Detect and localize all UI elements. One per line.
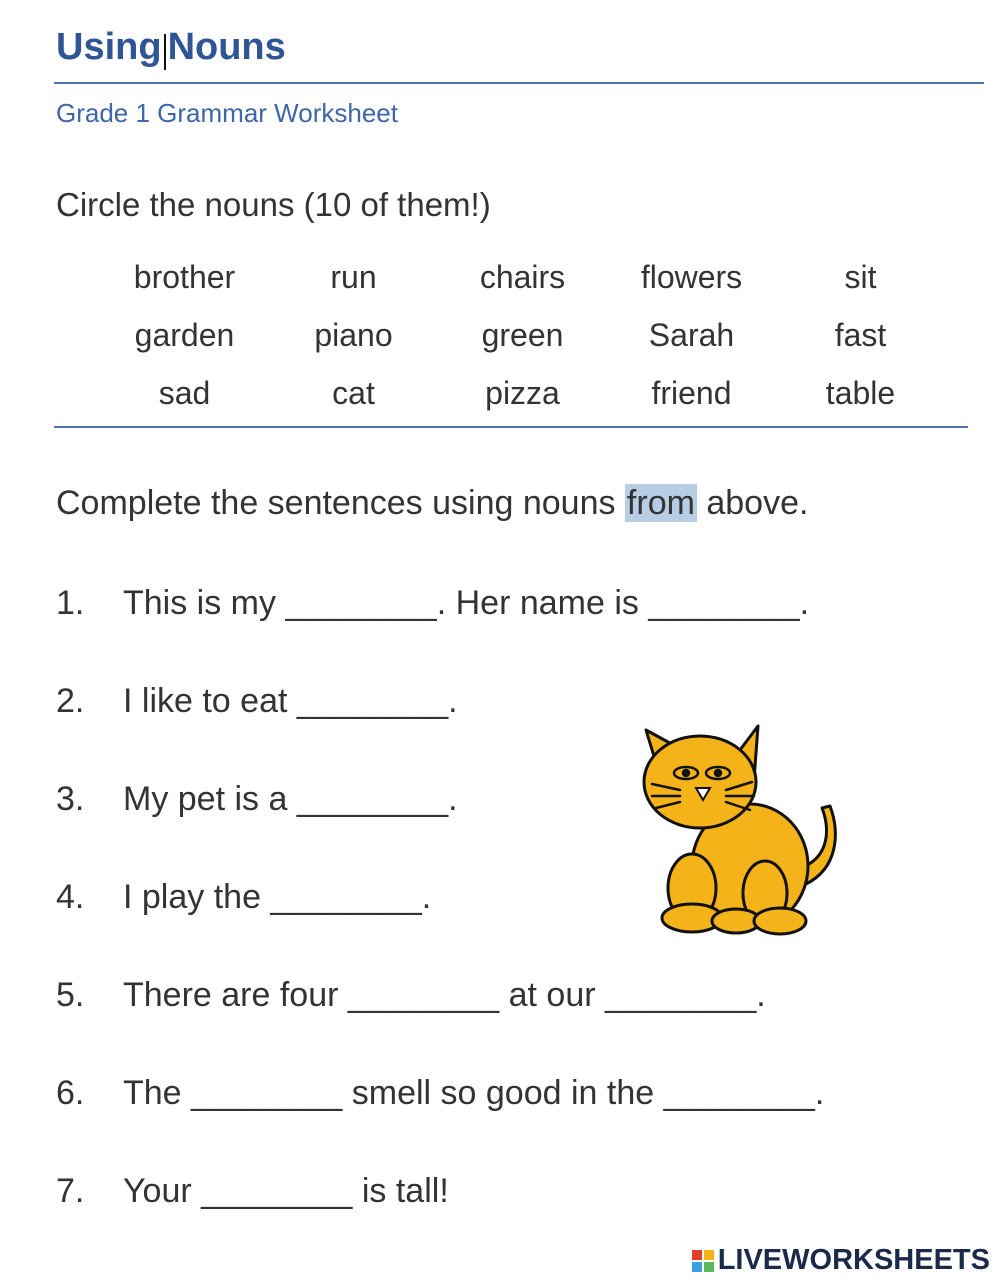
logo-mark-icon (692, 1250, 714, 1272)
cat-icon (630, 718, 850, 948)
sentence-5 (56, 976, 766, 1015)
word-run[interactable]: run (330, 259, 377, 295)
sentence-number: 2. (56, 682, 85, 720)
word-fast[interactable]: fast (834, 317, 887, 353)
sentence-4 (56, 878, 431, 917)
sentence-6 (56, 1074, 824, 1113)
title-nouns: Nouns (167, 26, 286, 68)
word-garden[interactable]: garden (134, 317, 235, 353)
word-chairs[interactable]: chairs (479, 259, 566, 295)
sentence-text[interactable]: My pet is a ________. (123, 780, 458, 818)
sentence-3 (56, 780, 458, 819)
sentence-1 (56, 584, 809, 623)
sentence-text[interactable]: Your ________ is tall! (123, 1172, 449, 1210)
word-sit[interactable]: sit (844, 259, 877, 295)
sentence-text[interactable]: This is my ________. Her name is ________. (123, 584, 810, 622)
word-sarah[interactable]: Sarah (648, 317, 735, 353)
sentence-2 (56, 682, 458, 721)
circle-instruction: Circle the nouns (10 of them!) (56, 186, 491, 223)
sentence-number: 5. (56, 976, 85, 1014)
word-pizza[interactable]: pizza (485, 375, 560, 411)
sentence-number: 1. (56, 584, 85, 622)
sentence-number: 6. (56, 1074, 85, 1112)
title-divider (54, 82, 984, 84)
sentence-number: 3. (56, 780, 85, 818)
sentence-text[interactable]: The ________ smell so good in the ________. (123, 1074, 825, 1112)
instruction-text-before: Complete the sentences using nouns (56, 484, 625, 522)
word-table[interactable]: table (825, 375, 896, 411)
sentence-7 (56, 1172, 449, 1211)
word-flowers[interactable]: flowers (640, 259, 743, 295)
sentence-text[interactable]: I play the ________. (123, 878, 432, 916)
complete-instruction (56, 484, 808, 523)
sentence-number: 4. (56, 878, 85, 916)
word-friend[interactable]: friend (651, 375, 732, 411)
word-sad[interactable]: sad (158, 375, 211, 411)
sentence-text[interactable]: There are four ________ at our ________. (123, 976, 766, 1014)
section-divider (54, 426, 968, 428)
liveworksheets-logo (692, 1244, 990, 1277)
noun-word-grid (100, 252, 945, 418)
sentence-number: 7. (56, 1172, 85, 1210)
worksheet-subtitle: Grade 1 Grammar Worksheet (56, 98, 398, 128)
word-brother[interactable]: brother (133, 259, 236, 295)
word-piano[interactable]: piano (314, 317, 393, 353)
text-cursor (164, 34, 166, 70)
word-green[interactable]: green (481, 317, 564, 353)
worksheet-title (56, 26, 286, 69)
highlighted-word: from (626, 484, 695, 522)
title-using: Using (56, 26, 162, 68)
logo-text: LIVEWORKSHEETS (717, 1244, 990, 1276)
sentence-text[interactable]: I like to eat ________. (123, 682, 458, 720)
word-cat[interactable]: cat (332, 375, 375, 411)
instruction-text-after: above. (696, 484, 809, 522)
